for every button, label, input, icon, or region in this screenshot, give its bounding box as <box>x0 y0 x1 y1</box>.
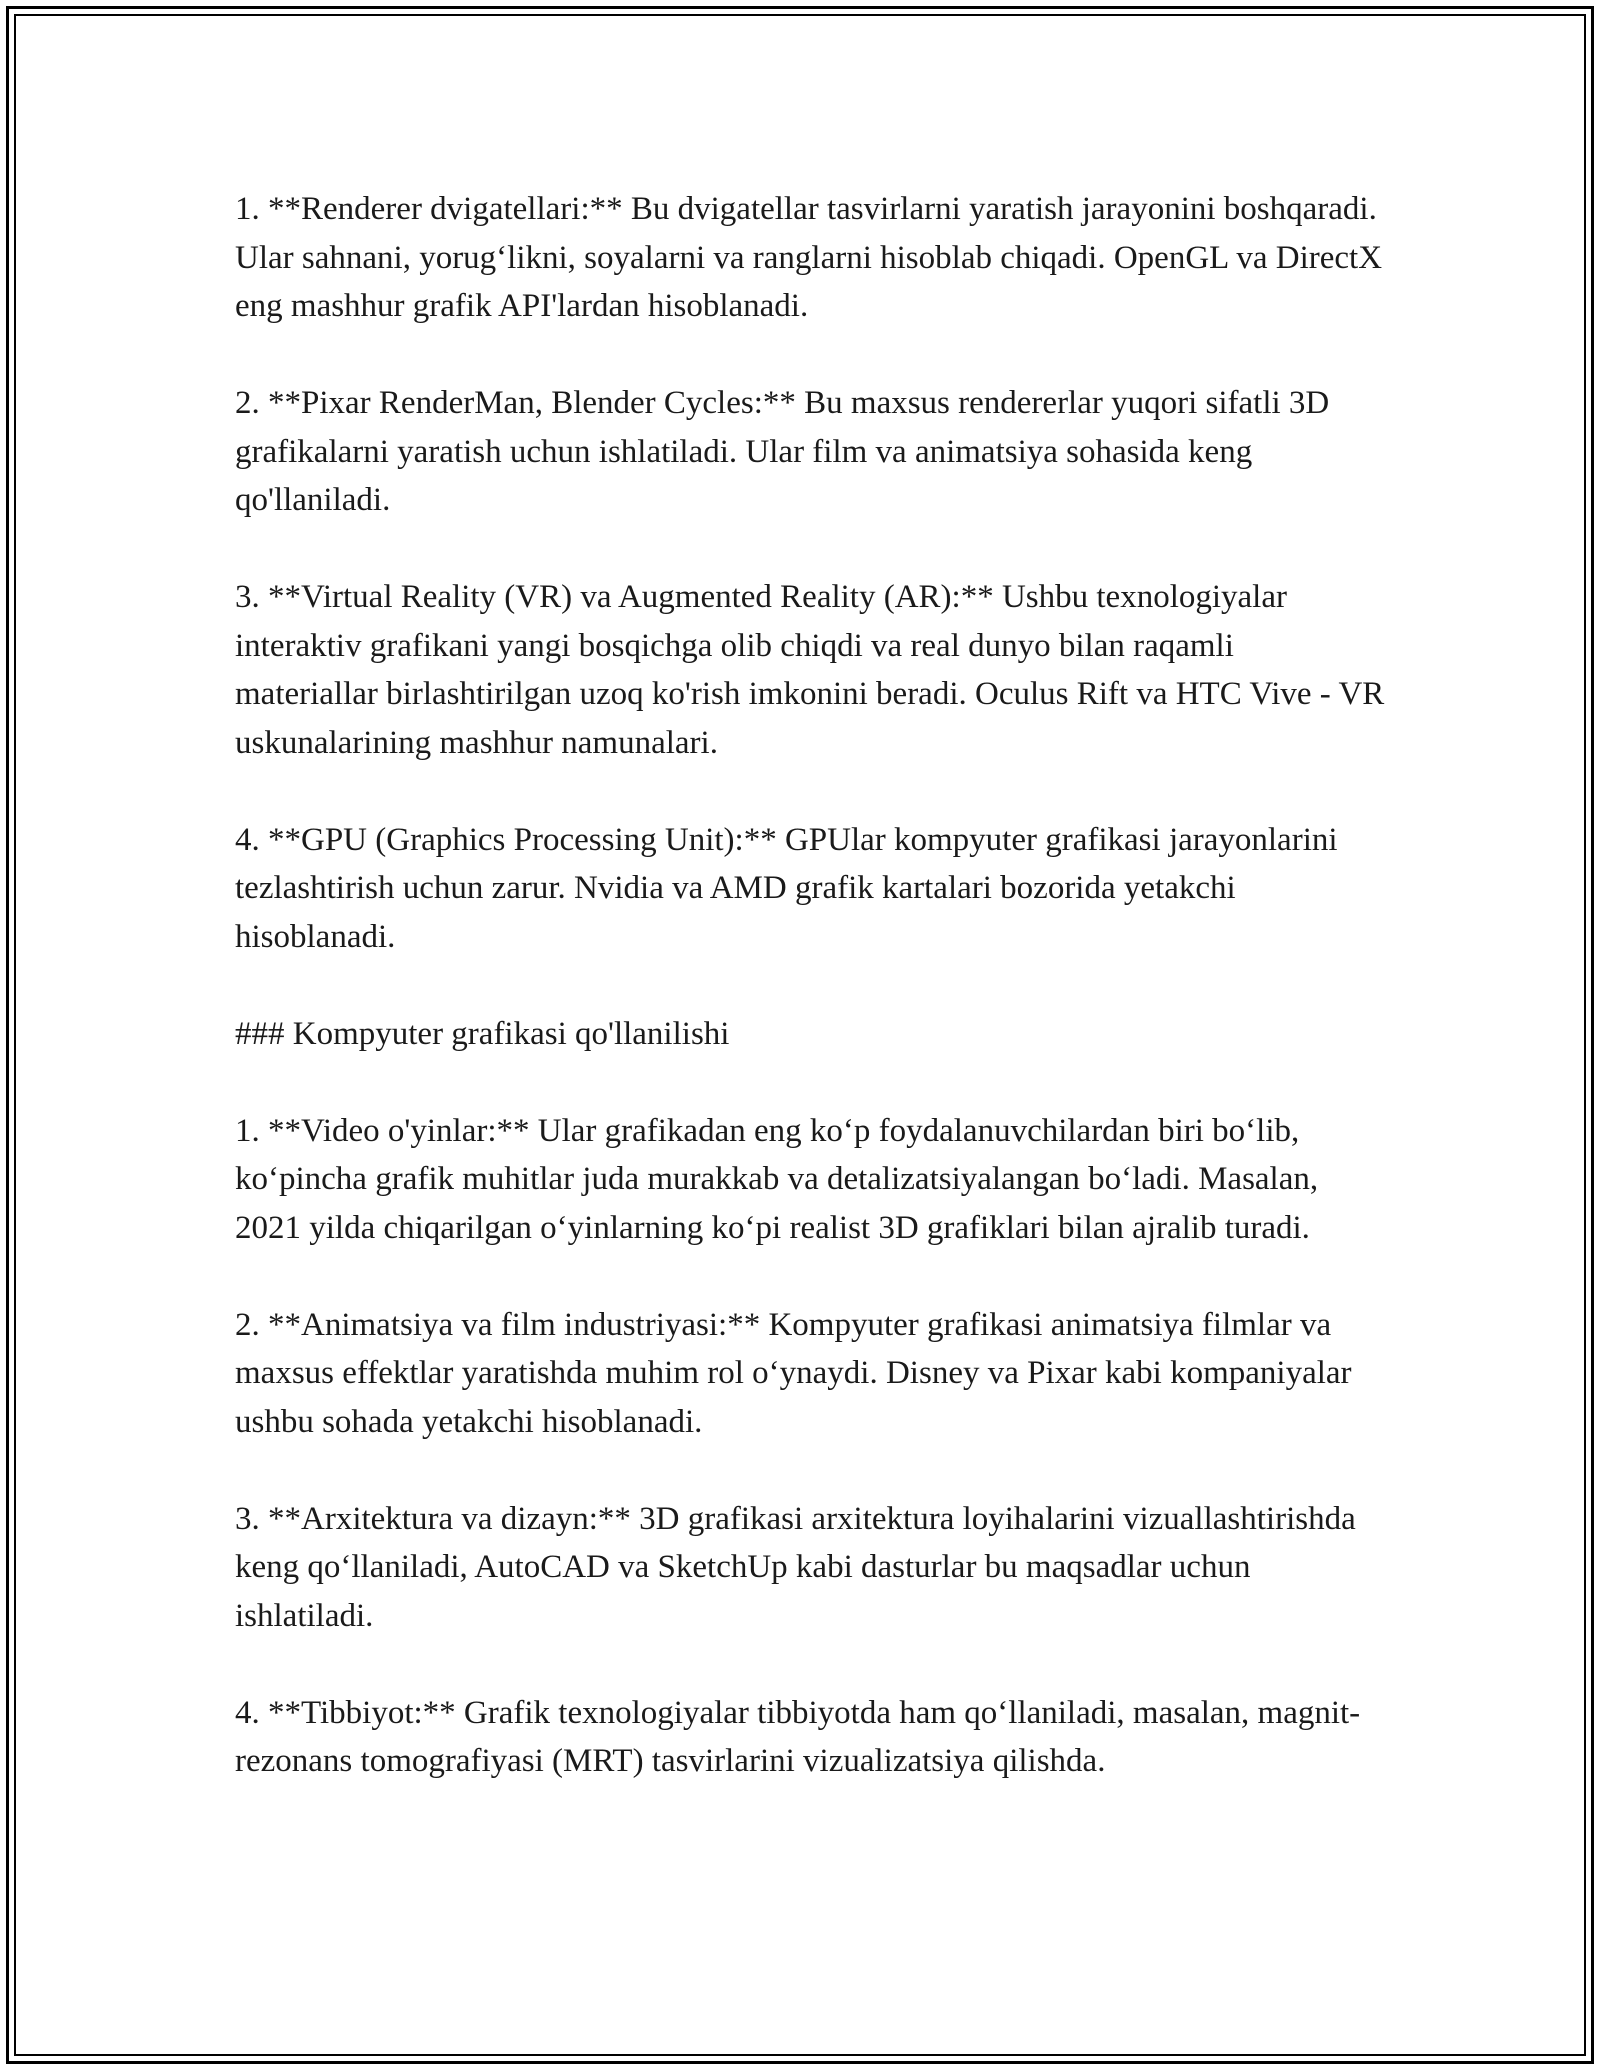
paragraph-architecture: 3. **Arxitektura va dizayn:** 3D grafikasi arxitektura loyihalarini vizuallashtirishda keng qo‘llaniladi, AutoCAD va SketchUp kabi dasturlar bu maqsadlar uchun ishlatiladi. <box>235 1500 1356 1634</box>
paragraph-gpu: 4. **GPU (Graphics Processing Unit):** GPUlar kompyuter grafikasi jarayonlarini tezlashtirish uchun zarur. Nvidia va AMD grafik kartalari bozorida yetakchi hisoblanadi. <box>235 821 1338 955</box>
paragraph-animation-film: 2. **Animatsiya va film industriyasi:** Kompyuter grafikasi animatsiya filmlar va maxsus effektlar yaratishda muhim rol o‘ynaydi. Disney va Pixar kabi kompaniyalar ushbu sohada yetakchi hisoblanadi. <box>235 1306 1352 1440</box>
paragraph-vr-ar: 3. **Virtual Reality (VR) va Augmented Reality (AR):** Ushbu texnologiyalar interaktiv grafikani yangi bosqichga olib chiqdi va real dunyo bilan raqamli materiallar birlashtirilgan uzoq ko'rish imkonini beradi. Oculus Rift va HTC Vive - VR uskunalarining mashhur namunalari. <box>235 579 1385 761</box>
paragraph-medicine: 4. **Tibbiyot:** Grafik texnologiyalar tibbiyotda ham qo‘llaniladi, masalan, magnit-rezonans tomografiyasi (MRT) tasvirlarini vizualizatsiya qilishda. <box>235 1694 1361 1779</box>
paragraph-video-games: 1. **Video o'yinlar:** Ular grafikadan eng ko‘p foydalanuvchilardan biri bo‘lib, ko‘pincha grafik muhitlar juda murakkab va detalizatsiyalangan bo‘ladi. Masalan, 2021 yilda chiqarilgan o‘yinlarning ko‘pi realist 3D grafiklari bilan ajralib turadi. <box>235 1112 1319 1246</box>
section-heading: ### Kompyuter grafikasi qo'llanilishi <box>235 1015 730 1052</box>
paragraph-pixar-blender: 2. **Pixar RenderMan, Blender Cycles:** Bu maxsus rendererlar yuqori sifatli 3D grafikalarni yaratish uchun ishlatiladi. Ular film va animatsiya sohasida keng qo'llaniladi. <box>235 385 1330 518</box>
document-body <box>235 185 1385 1786</box>
paragraph-renderer-engines: 1. **Renderer dvigatellari:** Bu dvigatellar tasvirlarni yaratish jarayonini boshqaradi. Ular sahnani, yorug‘likni, soyalarni va ranglarni hisoblab chiqadi. OpenGL va DirectX eng mashhur grafik API'lardan hisoblanadi. <box>235 191 1383 324</box>
